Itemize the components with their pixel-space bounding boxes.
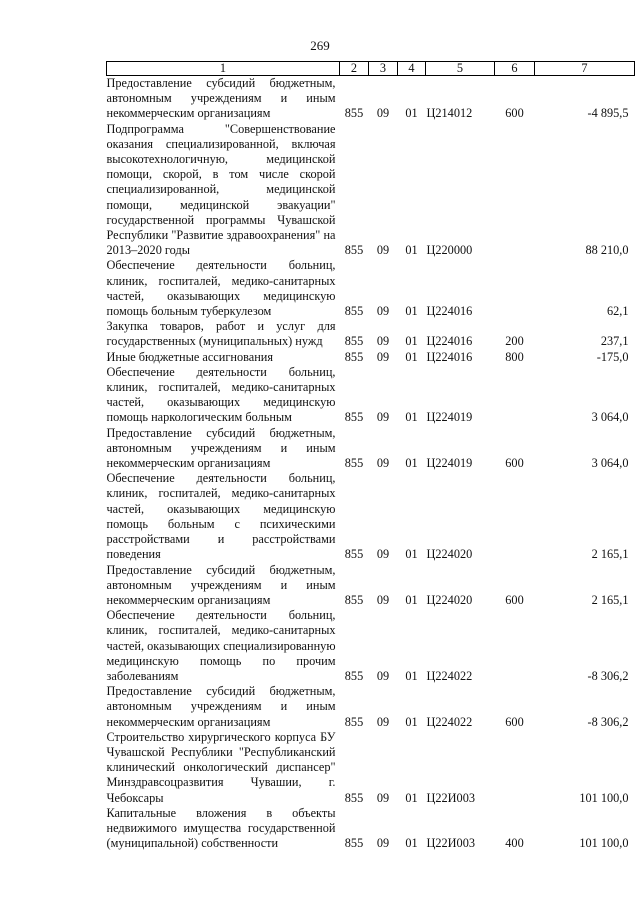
row-name: Предоставление субсидий бюджетным, автономным учреждениям и иным некоммерческим организациям xyxy=(106,76,336,121)
row-rz: 09 xyxy=(376,668,390,683)
row-rz: 09 xyxy=(376,106,390,121)
table-row xyxy=(107,608,635,684)
row-vr xyxy=(495,730,535,806)
row-pr: 01 xyxy=(405,790,418,805)
row-rz: 09 xyxy=(376,547,390,562)
row-pr: 01 xyxy=(405,592,418,607)
row-rz: 09 xyxy=(376,304,390,319)
row-pr: 01 xyxy=(405,349,418,364)
row-name: Обеспечение деятельности больниц, клиник, госпиталей, медико-санитарных частей, оказывающих медицинскую помощь больным туберкулезом xyxy=(106,258,336,319)
row-sum: 237,1 xyxy=(600,334,629,349)
table-row xyxy=(107,471,635,562)
row-name: Иные бюджетные ассигнования xyxy=(106,349,274,364)
row-gr: 855 xyxy=(344,547,364,562)
row-sum: 2 165,1 xyxy=(591,592,629,607)
row-sum: 3 064,0 xyxy=(591,410,629,425)
row-gr: 855 xyxy=(344,410,364,425)
row-name: Закупка товаров, работ и услуг для государственных (муниципальных) нужд xyxy=(106,319,336,349)
row-sum: -4 895,5 xyxy=(587,106,629,121)
header-col-7: 7 xyxy=(535,62,635,76)
row-vr: 600 xyxy=(505,592,524,607)
row-name: Капитальные вложения в объекты недвижимого имущества государственной (муниципальной) собственности xyxy=(106,805,336,851)
row-gr: 855 xyxy=(344,714,364,729)
row-sum: 62,1 xyxy=(606,304,629,319)
row-name: Предоставление субсидий бюджетным, автономным учреждениям и иным некоммерческим организациям xyxy=(106,562,336,607)
row-rz: 09 xyxy=(376,592,390,607)
row-csr: Ц224016 xyxy=(426,304,473,319)
row-pr: 01 xyxy=(405,334,418,349)
row-rz: 09 xyxy=(376,836,390,851)
row-gr: 855 xyxy=(344,349,364,364)
row-name: Подпрограмма "Совершенствование оказания специализированной, включая высокотехнологичную, медицинской помощи, скорой, в том числе скорой специализированной, медицинской помощи, медицинской эвакуации" государственной программы Чувашской Республики "Развитие здравоохранения" на 2013–2020 годы xyxy=(106,121,336,258)
row-vr: 200 xyxy=(505,334,524,349)
row-rz: 09 xyxy=(376,790,390,805)
budget-table xyxy=(106,61,635,851)
row-sum: 101 100,0 xyxy=(579,790,629,805)
row-sum: 3 064,0 xyxy=(591,456,629,471)
row-vr xyxy=(495,471,535,562)
row-name: Обеспечение деятельности больниц, клиник, госпиталей, медико-санитарных частей, оказывающих специализированную медицинскую помощь по прочим заболеваниям xyxy=(106,608,336,683)
row-pr: 01 xyxy=(405,836,418,851)
table-row xyxy=(107,365,635,426)
row-pr: 01 xyxy=(405,714,418,729)
row-vr xyxy=(495,365,535,426)
row-csr: Ц224019 xyxy=(426,410,473,425)
row-vr: 400 xyxy=(505,836,524,851)
row-sum: -175,0 xyxy=(596,349,629,364)
row-rz: 09 xyxy=(376,714,390,729)
row-gr: 855 xyxy=(344,592,364,607)
row-rz: 09 xyxy=(376,243,390,258)
row-sum: 2 165,1 xyxy=(591,547,629,562)
row-vr: 600 xyxy=(505,106,524,121)
row-gr: 855 xyxy=(344,243,364,258)
row-sum: -8 306,2 xyxy=(587,668,629,683)
row-pr: 01 xyxy=(405,410,418,425)
row-csr: Ц22И003 xyxy=(426,790,476,805)
row-csr: Ц220000 xyxy=(426,243,473,258)
table-row xyxy=(107,319,635,349)
row-name: Предоставление субсидий бюджетным, автономным учреждениям и иным некоммерческим организациям xyxy=(106,684,336,729)
row-name: Обеспечение деятельности больниц, клиник, госпиталей, медико-санитарных частей, оказывающих медицинскую помощь наркологическим больным xyxy=(106,364,336,425)
row-vr: 800 xyxy=(505,349,524,364)
row-csr: Ц224022 xyxy=(426,714,473,729)
table-row xyxy=(107,684,635,730)
row-vr xyxy=(495,258,535,319)
row-rz: 09 xyxy=(376,349,390,364)
header-col-6: 6 xyxy=(495,62,535,76)
row-vr: 600 xyxy=(505,456,524,471)
row-name: Обеспечение деятельности больниц, клиник, госпиталей, медико-санитарных частей, оказывающих медицинскую помощь больным с психическими расстройствами и расстройствами поведения xyxy=(106,471,336,562)
header-col-1: 1 xyxy=(107,62,340,76)
row-gr: 855 xyxy=(344,334,364,349)
row-pr: 01 xyxy=(405,547,418,562)
row-csr: Ц224022 xyxy=(426,668,473,683)
row-csr: Ц214012 xyxy=(426,106,473,121)
row-gr: 855 xyxy=(344,456,364,471)
row-gr: 855 xyxy=(344,668,364,683)
row-sum: -8 306,2 xyxy=(587,714,629,729)
header-col-4: 4 xyxy=(398,62,426,76)
row-pr: 01 xyxy=(405,456,418,471)
row-name: Строительство хирургического корпуса БУ Чувашской Республики "Республиканский клинический онкологический диспансер" Минздравсоцразвития Чувашии, г. Чебоксары xyxy=(106,729,336,805)
row-vr xyxy=(495,608,535,684)
table-row xyxy=(107,806,635,852)
header-col-2: 2 xyxy=(340,62,369,76)
table-header xyxy=(107,62,635,76)
row-csr: Ц224020 xyxy=(426,547,473,562)
row-vr xyxy=(495,122,535,259)
page-number: 269 xyxy=(310,38,330,53)
row-pr: 01 xyxy=(405,106,418,121)
row-vr: 600 xyxy=(505,714,524,729)
row-pr: 01 xyxy=(405,243,418,258)
row-csr: Ц224019 xyxy=(426,456,473,471)
row-pr: 01 xyxy=(405,668,418,683)
table-row xyxy=(107,350,635,365)
header-col-5: 5 xyxy=(426,62,495,76)
row-csr: Ц22И003 xyxy=(426,836,476,851)
row-name: Предоставление субсидий бюджетным, автономным учреждениям и иным некоммерческим организациям xyxy=(106,425,336,471)
row-gr: 855 xyxy=(344,790,364,805)
row-rz: 09 xyxy=(376,334,390,349)
row-csr: Ц224020 xyxy=(426,592,473,607)
table-row xyxy=(107,258,635,319)
row-rz: 09 xyxy=(376,410,390,425)
row-rz: 09 xyxy=(376,456,390,471)
row-pr: 01 xyxy=(405,304,418,319)
row-sum: 88 210,0 xyxy=(585,243,629,258)
table-row xyxy=(107,76,635,122)
table-row xyxy=(107,426,635,472)
header-col-3: 3 xyxy=(369,62,398,76)
row-sum: 101 100,0 xyxy=(579,836,629,851)
table-row xyxy=(107,730,635,806)
table-row xyxy=(107,122,635,259)
row-gr: 855 xyxy=(344,304,364,319)
row-gr: 855 xyxy=(344,106,364,121)
table-row xyxy=(107,563,635,609)
row-csr: Ц224016 xyxy=(426,349,473,364)
row-gr: 855 xyxy=(344,836,364,851)
row-csr: Ц224016 xyxy=(426,334,473,349)
